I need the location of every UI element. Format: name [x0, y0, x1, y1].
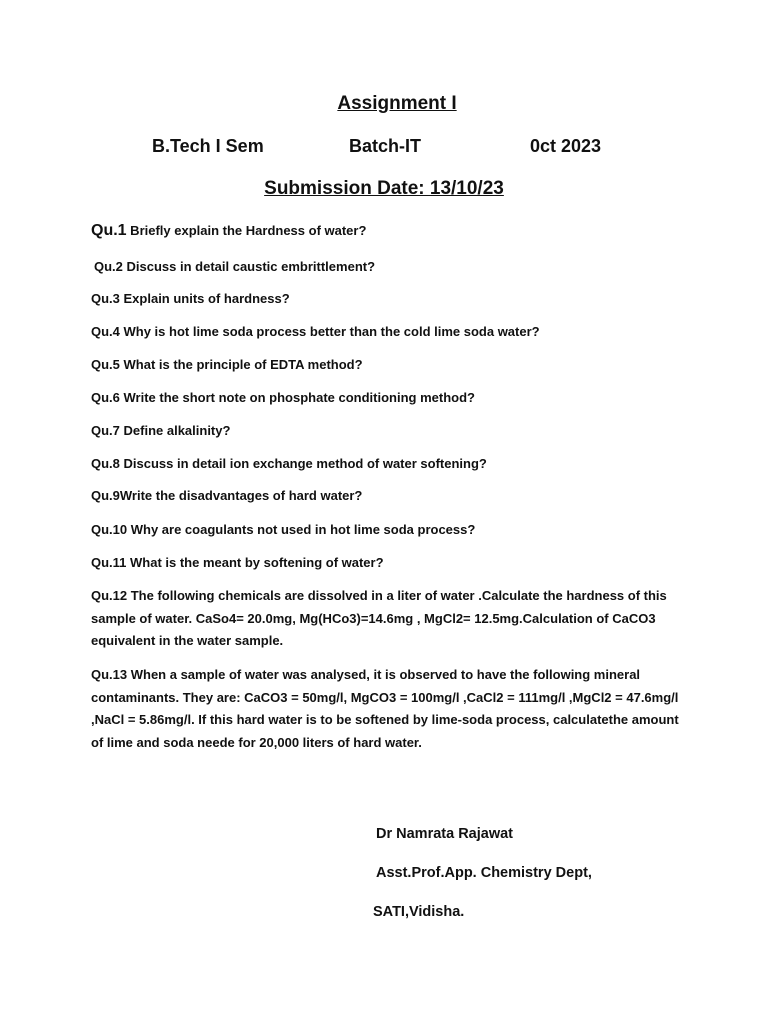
submission-date: Submission Date: 13/10/23 — [264, 178, 504, 199]
question-5: Qu.5 What is the principle of EDTA method? — [91, 357, 363, 372]
question-7: Qu.7 Define alkalinity? — [91, 423, 231, 438]
question-8: Qu.8 Discuss in detail ion exchange method of water softening? — [91, 456, 487, 471]
question-13: Qu.13 When a sample of water was analysed, it is observed to have the following mineral contaminants. They are: CaCO3 = 50mg/l, MgCO3 = 100mg/l ,CaCl2 = 111mg/l ,MgCl2 = 47.6mg/l ,NaCl = 5.86mg/l. If this hard water is to be softened by lime-soda process, calculatethe amount of lime and soda neede for 20,000 liters of hard water. — [91, 667, 679, 750]
session-date: 0ct 2023 — [530, 136, 602, 156]
author-institute: SATI,Vidisha. — [373, 904, 465, 920]
question-3: Qu.3 Explain units of hardness? — [91, 291, 290, 306]
question-1-number: Qu.1 — [91, 222, 127, 239]
author-designation: Asst.Prof.App. Chemistry Dept, — [376, 865, 592, 881]
question-11: Qu.11 What is the meant by softening of water? — [91, 555, 384, 570]
assignment-title: Assignment I — [337, 93, 457, 114]
course-label: B.Tech I Sem — [152, 136, 264, 156]
question-9: Qu.9Write the disadvantages of hard water? — [91, 488, 363, 503]
question-1-text: Briefly explain the Hardness of water? — [126, 223, 367, 238]
question-2: Qu.2 Discuss in detail caustic embrittlement? — [94, 259, 376, 274]
question-10: Qu.10 Why are coagulants not used in hot lime soda process? — [91, 522, 476, 537]
question-12: Qu.12 The following chemicals are dissolved in a liter of water .Calculate the hardness of this sample of water. CaSo4= 20.0mg, Mg(HCo3)=14.6mg , MgCl2= 12.5mg.Calculation of CaCO3 equivalent in the water sample. — [91, 588, 667, 648]
question-4: Qu.4 Why is hot lime soda process better than the cold lime soda water? — [91, 324, 540, 339]
question-6: Qu.6 Write the short note on phosphate conditioning method? — [91, 390, 475, 405]
batch-label: Batch-IT — [349, 136, 421, 156]
question-1 — [91, 220, 681, 242]
author-name: Dr Namrata Rajawat — [376, 826, 513, 842]
